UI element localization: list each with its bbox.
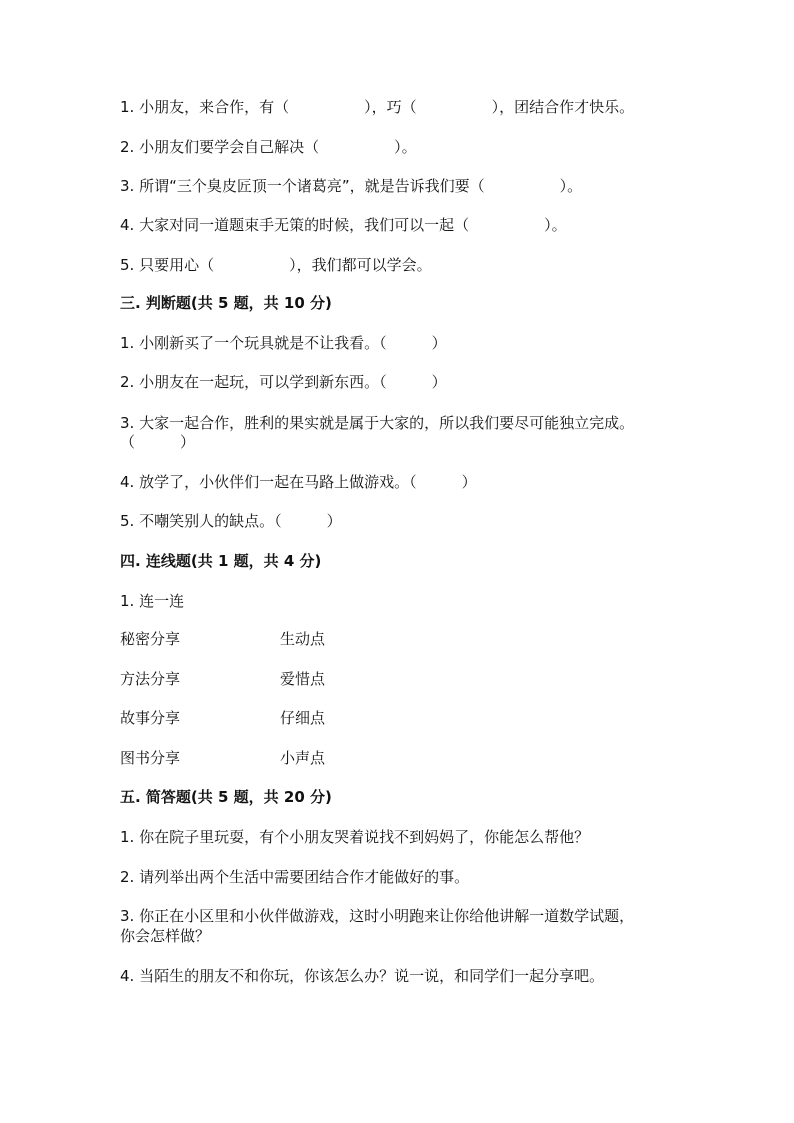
judge-item-3: 3. 大家一起合作，胜利的果实就是属于大家的，所以我们要尽可能独立完成。: [120, 414, 635, 432]
short-item-4: 4. 当陌生的朋友不和你玩，你该怎么办？说一说，和同学们一起分享吧。: [120, 967, 605, 985]
judge-item-4: 4. 放学了，小伙伴们一起在马路上做游戏。（ ）: [120, 473, 477, 491]
section4-heading: 四. 连线题(共 1 题，共 4 分): [120, 552, 322, 570]
match-question: 1. 连一连: [120, 592, 185, 610]
match-left-4: 图书分享: [120, 749, 181, 767]
match-right-3: 仔细点: [280, 709, 326, 727]
match-right-4: 小声点: [280, 749, 326, 767]
match-left-1: 秘密分享: [120, 630, 181, 648]
fill-item-2: 2. 小朋友们要学会自己解决（ ）。: [120, 138, 417, 156]
short-item-1: 1. 你在院子里玩耍，有个小朋友哭着说找不到妈妈了，你能怎么帮他？: [120, 828, 590, 846]
judge-item-3-bracket: （ ）: [120, 433, 196, 451]
fill-item-1: 1. 小朋友，来合作，有（ ），巧（ ），团结合作才快乐。: [120, 98, 635, 116]
judge-item-5: 5. 不嘲笑别人的缺点。（ ）: [120, 512, 342, 530]
fill-item-3: 3. 所谓“三个臭皮匠顶一个诸葛亮”，就是告诉我们要（ ）。: [120, 177, 583, 195]
short-item-2: 2. 请列举出两个生活中需要团结合作才能做好的事。: [120, 868, 470, 886]
section5-heading: 五. 简答题(共 5 题，共 20 分): [120, 788, 332, 806]
fill-item-4: 4. 大家对同一道题束手无策的时候，我们可以一起（ ）。: [120, 216, 567, 234]
short-item-3: 3. 你正在小区里和小伙伴做游戏，这时小明跑来让你给他讲解一道数学试题，: [120, 907, 635, 925]
section3-heading: 三. 判断题(共 5 题，共 10 分): [120, 294, 332, 312]
short-item-3-cont: 你会怎样做？: [120, 927, 211, 945]
judge-item-2: 2. 小朋友在一起玩，可以学到新东西。（ ）: [120, 373, 447, 391]
match-left-3: 故事分享: [120, 709, 181, 727]
match-right-1: 生动点: [280, 630, 326, 648]
match-right-2: 爱惜点: [280, 670, 326, 688]
fill-item-5: 5. 只要用心（ ），我们都可以学会。: [120, 256, 432, 274]
judge-item-1: 1. 小刚新买了一个玩具就是不让我看。（ ）: [120, 334, 447, 352]
match-left-2: 方法分享: [120, 670, 181, 688]
